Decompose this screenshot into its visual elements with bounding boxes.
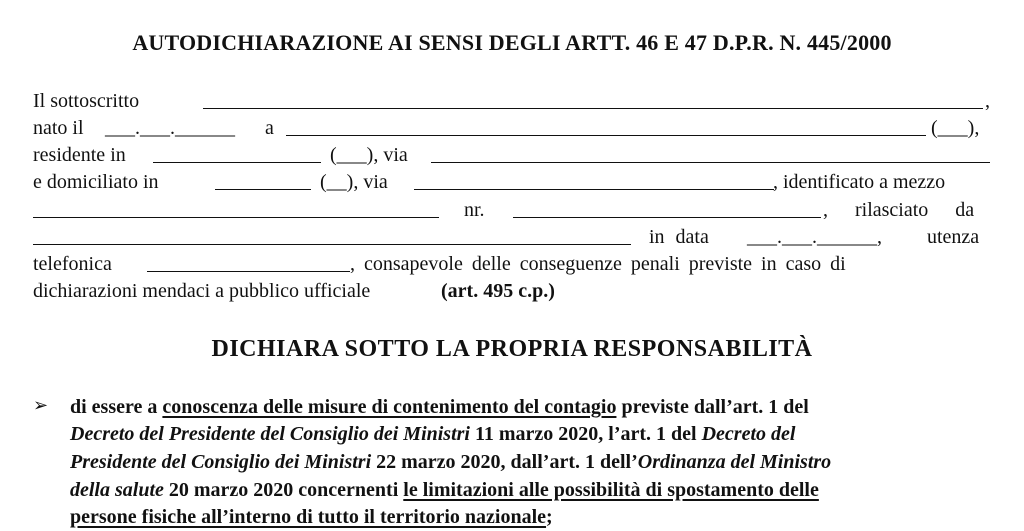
- field-birth-province[interactable]: (___),: [931, 117, 980, 139]
- field-residence-city[interactable]: [153, 162, 321, 163]
- field-birth-date[interactable]: ___.___.______: [105, 117, 235, 139]
- field-id-document[interactable]: [33, 217, 439, 218]
- form-row-domiciliato: [33, 169, 990, 195]
- form-row-sottoscritto: [33, 88, 990, 114]
- declaration-line-5: persone fisiche all’interno di tutto il territorio nazionale;: [70, 506, 553, 528]
- field-phone[interactable]: [147, 271, 350, 272]
- field-birth-place[interactable]: [286, 135, 926, 136]
- form-row-documento: [33, 197, 990, 223]
- label-art-cp: (art. 495 c.p.): [441, 280, 555, 302]
- field-domicile-province[interactable]: (__), via: [320, 171, 388, 193]
- label-domiciliato-in: e domiciliato in: [33, 171, 159, 193]
- label-dichiarazioni: dichiarazioni mendaci a pubblico ufficiale: [33, 280, 371, 302]
- declaration-line-1: di essere a conoscenza delle misure di contenimento del contagio previste dall’art. 1 del: [70, 396, 809, 418]
- field-id-number[interactable]: [513, 217, 821, 218]
- form-row-residente: [33, 142, 990, 168]
- label-residente-in: residente in: [33, 144, 126, 166]
- field-residence-street[interactable]: [431, 162, 990, 163]
- comma: ,: [985, 90, 990, 112]
- form-row-dichiarazioni: [33, 278, 990, 304]
- label-identificato: , identificato a mezzo: [773, 171, 946, 193]
- section-heading: DICHIARA SOTTO LA PROPRIA RESPONSABILITÀ: [211, 336, 813, 362]
- arrow-bullet-icon: ➢: [33, 395, 49, 415]
- underlined-phrase: le limitazioni alle possibilità di spostamento delle: [403, 479, 819, 501]
- label-consapevole: , consapevole delle conseguenze penali previste in caso di: [350, 253, 846, 275]
- field-domicile-street[interactable]: [414, 189, 774, 190]
- label-sottoscritto: Il sottoscritto: [33, 90, 140, 112]
- label-telefonica: telefonica: [33, 253, 112, 275]
- underlined-phrase: conoscenza delle misure di contenimento del contagio: [162, 396, 617, 418]
- label-utenza: utenza: [927, 226, 980, 248]
- label-rilasciato: , rilasciato da: [823, 199, 975, 221]
- form-row-telefono: [33, 251, 990, 277]
- field-domicile-city[interactable]: [215, 189, 311, 190]
- field-residence-province[interactable]: (___), via: [330, 144, 408, 166]
- label-nato-il: nato il: [33, 117, 84, 139]
- field-issue-date[interactable]: ___.___.______,: [747, 226, 882, 248]
- label-a: a: [265, 117, 274, 139]
- underlined-phrase: persone fisiche all’interno di tutto il territorio nazionale: [70, 506, 547, 528]
- field-name[interactable]: [203, 108, 983, 109]
- field-issued-by[interactable]: [33, 244, 631, 245]
- label-in-data: in data: [649, 226, 709, 248]
- declaration-line-3: Presidente del Consiglio dei Ministri 22 marzo 2020, dall’art. 1 dell’Ordinanza del Ministro: [70, 451, 832, 473]
- declaration-line-4: della salute 20 marzo 2020 concernenti le limitazioni alle possibilità di spostamento delle: [70, 479, 819, 501]
- document-title: AUTODICHIARAZIONE AI SENSI DEGLI ARTT. 46 E 47 D.P.R. N. 445/2000: [132, 30, 892, 55]
- declaration-line-2: Decreto del Presidente del Consiglio dei Ministri 11 marzo 2020, l’art. 1 del Decreto del: [70, 423, 796, 445]
- label-nr: nr.: [464, 199, 485, 221]
- form-row-rilascio: [33, 224, 990, 250]
- form-row-nato: [33, 115, 990, 141]
